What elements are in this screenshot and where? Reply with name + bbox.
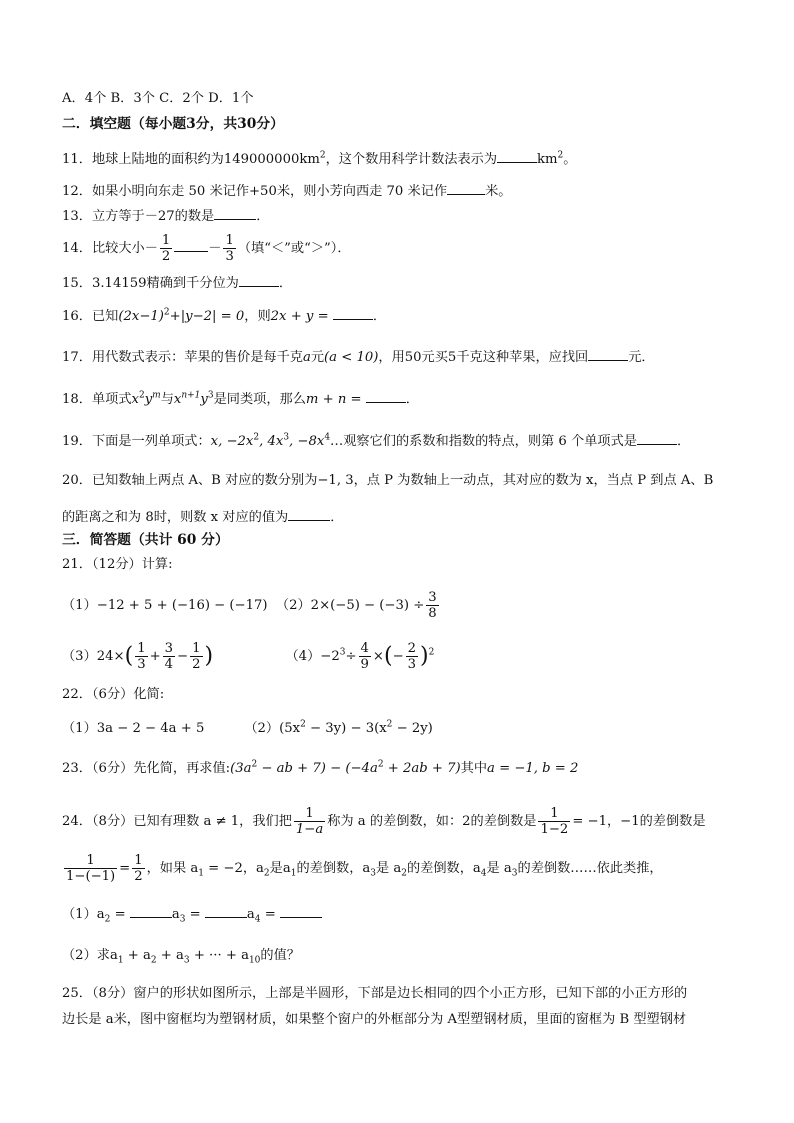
question-17: 17．用代数式表示：苹果的售价是每千克a元(a < 10)，用50元买5千克这种苹果，应找回 元． <box>62 350 655 365</box>
question-18: 18．单项式$x^2y^m$与$x^{n+1}y^3$是同类项，那么m + n = ． <box>62 390 419 407</box>
question-19: 19．下面是一列单项式：x, $-2x^2$, $4x^3$, $-8x^4\dots$观察它们的系数和指数的特点，则第 6 个单项式是 ． <box>62 432 691 449</box>
question-12: 12．如果小明向东走 50 米记作+50米，则小芳向西走 70 米记作 米。 <box>62 184 512 199</box>
question-21-part-3-4: （3）24×( $\frac{1}{3}$ + $\frac{3}{4}$ − $\frac{1}{2}$ ) $(4)-2^3\div$ $\frac{4}{9}$ ×(− $\frac{2}{3}$ )$^2$ <box>62 641 435 672</box>
question-24-line1: 24．（8分）已知有理数 a ≠ 1，我们把 $\frac{1}{1-a}$ 称为 a 的差倒数，如：2的差倒数是 $\frac{1}{1-2}$ = −1，−1的差倒数是 <box>62 806 706 837</box>
q10-options: A．4个 B．3个 C．2个 D．1个 <box>62 91 254 106</box>
question-21-part-1-2: （1）−12 + 5 + (−16) − (−17) （2）2×(−5) − (−3) ÷ $\frac{3}{8}$ <box>62 590 437 621</box>
question-25-line1: 25．（8分）窗户的形状如图所示，上部是半圆形，下部是边长相同的四个小正方形，已知下部的小正方形的 <box>62 986 688 1001</box>
question-22-head: 22．（6分）化简: <box>62 687 165 702</box>
question-20-line1: 20．已知数轴上两点 A、B 对应的数分别为−1, 3，点 P 为数轴上一动点，其对应的数为 x，当点 P 到点 A、B <box>62 473 714 488</box>
question-13: 13．立方等于－27的数是 ． <box>62 209 270 224</box>
question-24-part1: $(1)a_2 = a_3 = a_4$ = <box>62 905 322 924</box>
question-24-line2: $\frac{1}{1-(-1)}$ = $\frac{1}{2}$ ，如果 $a_1 = -2$，$a_2$是$a_1$的差倒数，$a_3$是 $a_2$的差倒数，$a_4$是 $a_3$的差倒数……依此类推， <box>66 853 663 884</box>
question-25-line2: 边长是 a米，图中窗框均为塑钢材质，如果整个窗户的外框部分为 A型塑钢材质，里面的窗框为 B 型塑钢材 <box>62 1012 687 1027</box>
question-15: 15．3.14159精确到千分位为 ． <box>62 276 293 291</box>
question-24-part2: （2）求$a_1 + a_2 + a_3$ + ··· + $a_{10}$的值？ <box>62 948 300 966</box>
question-11: 11．地球上陆地的面积约为$149000000km^2$，这个数用科学计数法表示为 $km^2$。 <box>62 150 577 167</box>
section-short-answer-title: 三．简答题（共计 60 分） <box>62 532 229 548</box>
question-23: 23．（6分）先化简，再求值$:(3a^2$ − ab + $7) - (-4a^2 + 2ab + 7)$其中a = −1, b = 2 <box>62 759 579 776</box>
question-16: 16．已知$(2x-1)^2+|y-2| = 0$，则2x + y = ． <box>62 307 387 324</box>
question-20-line2: 的距离之和为 8时，则数 x 对应的值为 ． <box>62 510 344 525</box>
section-fill-blank-title: 二．填空题（每小题3分，共30分） <box>62 116 284 132</box>
question-22-parts: （1）3a − 2 − 4a + 5 $(2)(5x^2 - 3y) - 3(x^2 - 2y)$ <box>62 719 433 736</box>
question-14: 14．比较大小－ $\frac{1}{2}$ － $\frac{1}{3}$ （填“＜”或“＞”）． <box>62 233 351 264</box>
question-21-head: 21．（12分）计算: <box>62 557 173 572</box>
